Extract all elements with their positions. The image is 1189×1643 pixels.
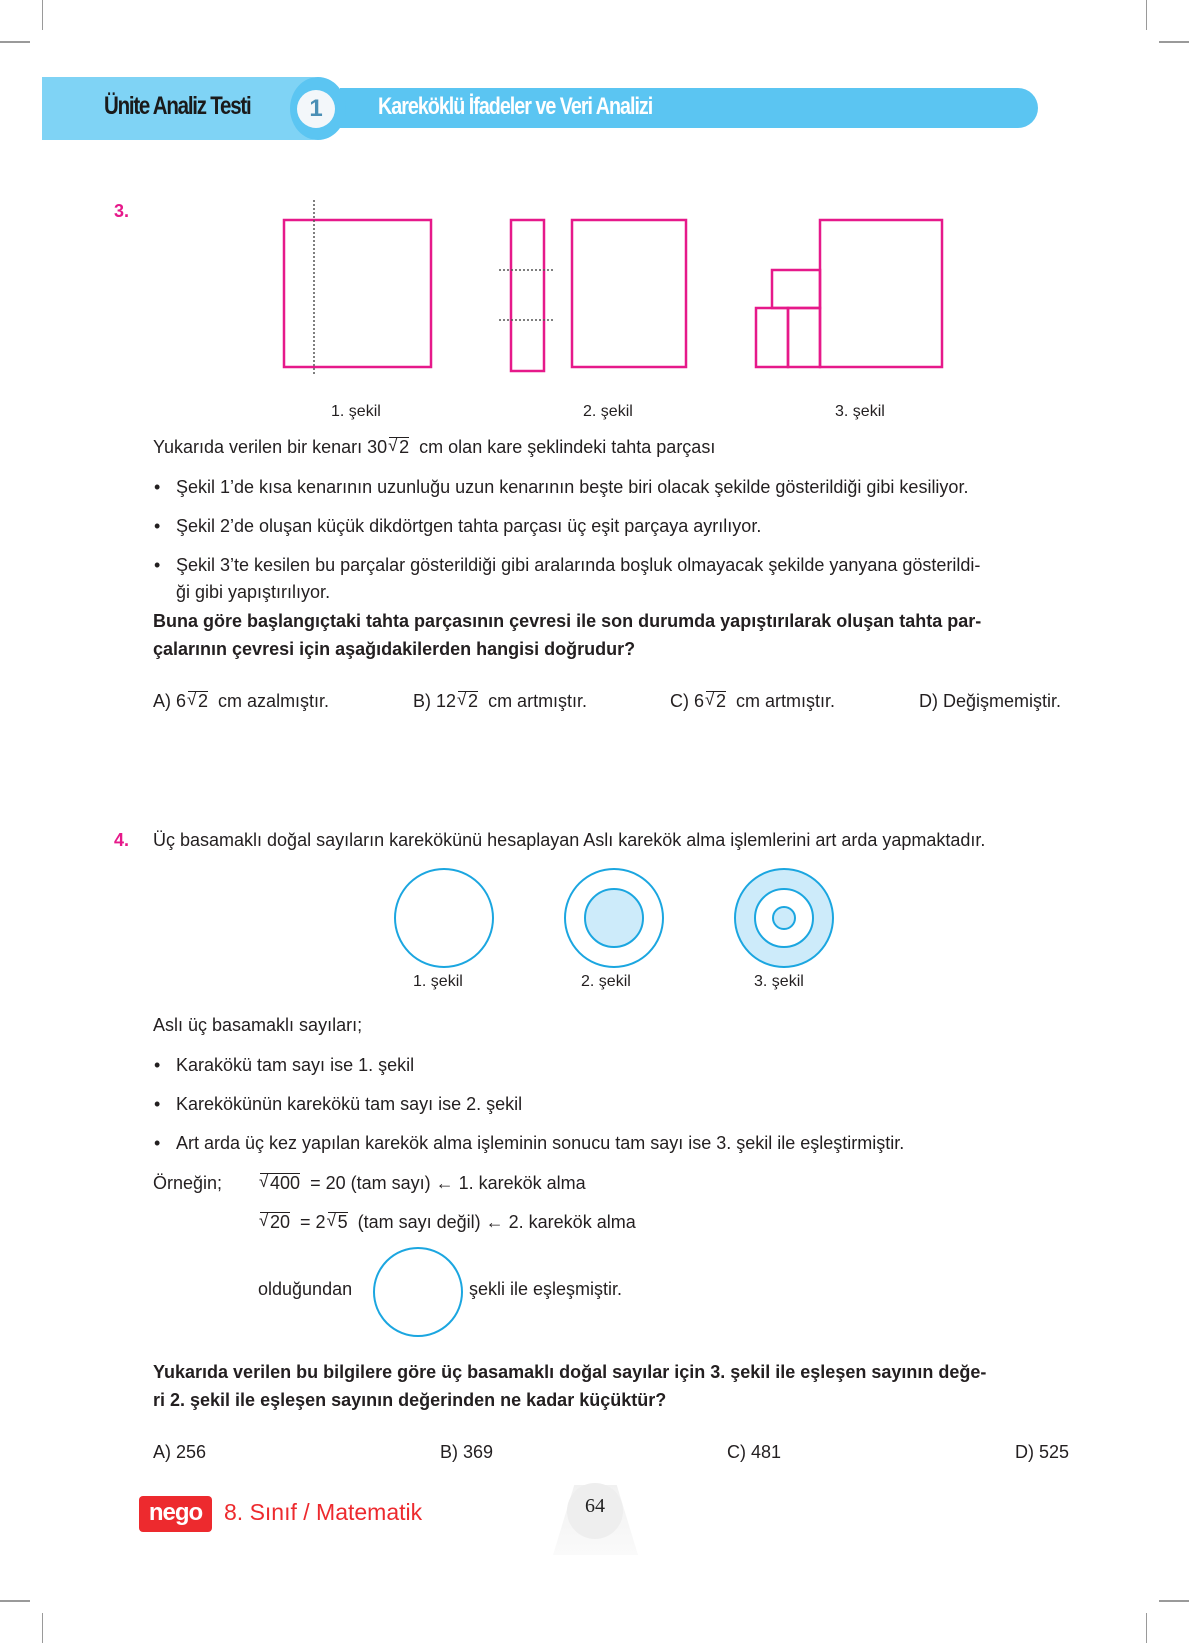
crop-mark bbox=[0, 41, 30, 43]
figure-caption: 1. şekil bbox=[413, 973, 463, 990]
option-a[interactable]: A) 256 bbox=[153, 1442, 207, 1462]
figure-3 bbox=[735, 869, 833, 967]
q4-bullet: • Art arda üç kez yapılan karekök alma işleminin sonucu tam sayı ise 3. şekil ile eşleştirmiştir. bbox=[176, 1132, 904, 1154]
figure-2 bbox=[499, 220, 686, 371]
crop-mark bbox=[0, 1600, 30, 1602]
option-d[interactable]: D) 525 bbox=[1015, 1442, 1070, 1462]
q4-figures bbox=[390, 868, 840, 973]
test-number-badge: 1 bbox=[297, 90, 335, 128]
radical: √ 400 bbox=[260, 1173, 300, 1193]
figure-1-circle bbox=[395, 869, 493, 967]
figure-3-rectangle bbox=[820, 220, 942, 367]
q3-bullet: • Şekil 3’te kesilen bu parçalar gösterildiği gibi aralarında boşluk olmayacak şekilde yanyana gösterildi- bbox=[176, 554, 980, 576]
q3-bullet-continuation: ği gibi yapıştırılıyor. bbox=[176, 582, 331, 602]
figure-3-piece bbox=[772, 270, 820, 308]
q4-question: ri 2. şekil ile eşleşen sayının değerinden ne kadar küçüktür? bbox=[153, 1390, 667, 1410]
q3-figures bbox=[270, 195, 950, 375]
matched-pre: olduğundan bbox=[258, 1279, 353, 1299]
figure-caption: 3. şekil bbox=[835, 403, 885, 420]
figure-1 bbox=[395, 869, 493, 967]
q4-lead: Aslı üç basamaklı sayıları; bbox=[153, 1015, 363, 1035]
question-number: 3. bbox=[114, 201, 130, 221]
figure-1-square bbox=[284, 220, 431, 367]
figure-caption: 2. şekil bbox=[583, 403, 633, 420]
radical: √ 2 bbox=[389, 437, 409, 457]
figure-3-inner-circle bbox=[773, 907, 795, 929]
option-b[interactable]: B) 12√ 2 cm artmıştır. bbox=[413, 690, 587, 712]
figure-2-strip bbox=[511, 220, 544, 371]
matched-figure bbox=[371, 1245, 465, 1339]
option-c[interactable]: C) 6√ 2 cm artmıştır. bbox=[670, 690, 835, 712]
figure-1 bbox=[284, 200, 431, 375]
example-label: Örneğin; bbox=[153, 1173, 223, 1193]
question-number: 4. bbox=[114, 830, 130, 850]
figure-2-inner-circle bbox=[585, 889, 643, 947]
q4-bullet: • Karakökü tam sayı ise 1. şekil bbox=[176, 1054, 414, 1076]
page-number: 64 bbox=[585, 1495, 605, 1517]
option-a[interactable]: A) 6√ 2 cm azalmıştır. bbox=[153, 690, 329, 712]
figure-caption: 1. şekil bbox=[331, 403, 381, 420]
q3-intro: Yukarıda verilen bir kenarı 30√ 2 cm olan kare şeklindeki tahta parçası bbox=[153, 436, 715, 458]
figure-caption: 2. şekil bbox=[581, 973, 631, 990]
crop-mark bbox=[42, 0, 43, 30]
example-line-1: √ 400 = 20 (tam sayı) ← 1. karekök alma bbox=[258, 1172, 586, 1194]
header-title: Ünite Analiz Testi bbox=[104, 92, 251, 120]
q3-bullet: • Şekil 2’de oluşan küçük dikdörtgen tahta parçası üç eşit parçaya ayrılıyor. bbox=[176, 515, 761, 537]
q4-bullet: • Karekökünün karekökü tam sayı ise 2. şekil bbox=[176, 1093, 522, 1115]
crop-mark bbox=[1159, 41, 1189, 43]
matched-figure-circle bbox=[374, 1248, 462, 1336]
header-subtitle: Kareköklü İfadeler ve Veri Analizi bbox=[378, 93, 653, 120]
option-b[interactable]: B) 369 bbox=[440, 1442, 494, 1462]
radical: √ 5 bbox=[328, 1212, 348, 1232]
matched-post: şekli ile eşleşmiştir. bbox=[469, 1279, 623, 1299]
crop-mark bbox=[1146, 1613, 1147, 1643]
radical: √ 20 bbox=[260, 1212, 290, 1232]
q3-bullet: • Şekil 1’de kısa kenarının uzunluğu uzun kenarının beşte biri olacak şekilde gösterildiği gibi kesiliyor. bbox=[176, 476, 968, 498]
q4-intro: Üç basamaklı doğal sayıların karekökünü hesaplayan Aslı karekök alma işlemlerini art arda yapmaktadır. bbox=[153, 830, 986, 850]
course-label: 8. Sınıf / Matematik bbox=[224, 1499, 423, 1525]
option-d[interactable]: D) Değişmemiştir. bbox=[919, 691, 1062, 711]
crop-mark bbox=[1159, 1600, 1189, 1602]
crop-mark bbox=[1146, 0, 1147, 30]
q4-question: Yukarıda verilen bu bilgilere göre üç basamaklı doğal sayılar için 3. şekil ile eşleşen sayının değe- bbox=[153, 1362, 987, 1382]
crop-mark bbox=[42, 1613, 43, 1643]
publisher-logo: nego bbox=[139, 1496, 212, 1532]
q3-question: çalarının çevresi için aşağıdakilerden hangisi doğrudur? bbox=[153, 639, 636, 659]
option-c[interactable]: C) 481 bbox=[727, 1442, 782, 1462]
example-line-2: √ 20 = 2√ 5 (tam sayı değil) ← 2. karekök alma bbox=[258, 1211, 636, 1233]
figure-3 bbox=[756, 220, 942, 367]
q3-question: Buna göre başlangıçtaki tahta parçasının çevresi ile son durumda yapıştırılarak oluşan tahta par- bbox=[153, 611, 982, 631]
radical: √ 2 bbox=[706, 691, 726, 711]
figure-3-piece bbox=[788, 308, 820, 367]
radical: √ 2 bbox=[458, 691, 478, 711]
figure-caption: 3. şekil bbox=[754, 973, 804, 990]
figure-2 bbox=[565, 869, 663, 967]
radical: √ 2 bbox=[188, 691, 208, 711]
figure-3-piece bbox=[756, 308, 788, 367]
figure-2-rectangle bbox=[572, 220, 686, 367]
